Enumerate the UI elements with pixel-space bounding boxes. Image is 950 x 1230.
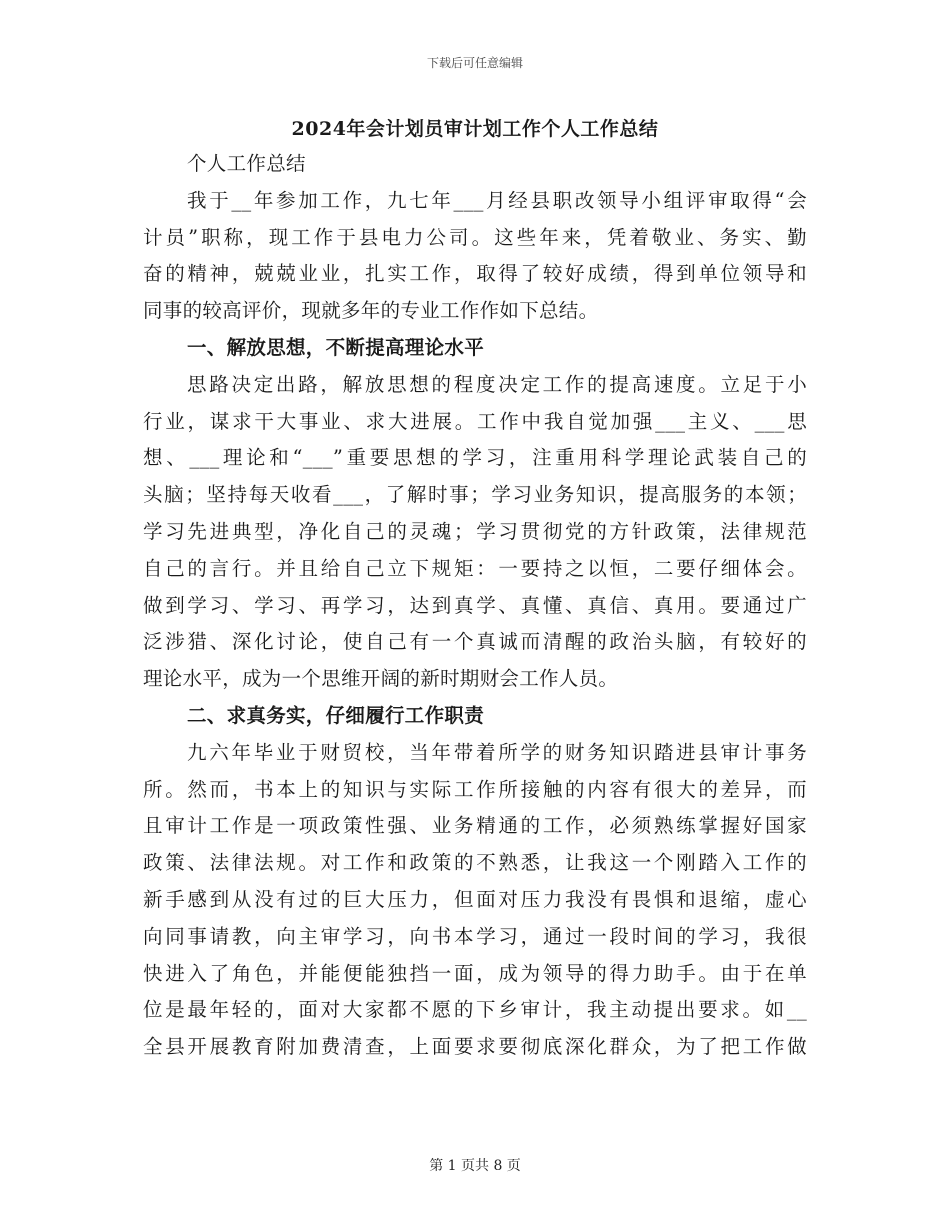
body-line: 全县开展教育附加费清查，上面要求要彻底深化群众，为了把工作做 (143, 1035, 807, 1059)
body-line: 同事的较高评价，现就多年的专业工作作如下总结。 (143, 299, 599, 323)
section-heading: 一、解放思想，不断提高理论水平 (187, 335, 485, 359)
body-line: 且审计工作是一项政策性强、业务精通的工作，必须熟练掌握好国家 (143, 814, 807, 838)
body-line: 九六年毕业于财贸校，当年带着所学的财务知识踏进县审计事务 (187, 740, 807, 764)
body-line: 个人工作总结 (187, 152, 306, 175)
section-heading: 二、求真务实，仔细履行工作职责 (187, 703, 485, 727)
document-title: 2024年会计划员审计划工作个人工作总结 (291, 118, 659, 140)
page-number-footer: 第 1 页共 8 页 (429, 1158, 521, 1174)
body-line: 行业，谋求干大事业、求大进展。工作中我自觉加强___主义、___思 (143, 409, 807, 433)
body-line: 自己的言行。并且给自己立下规矩：一要持之以恒，二要仔细体会。 (143, 556, 807, 580)
body-line: 头脑；坚持每天收看___，了解时事；学习业务知识，提高服务的本领； (143, 483, 807, 507)
body-line: 所。然而，书本上的知识与实际工作所接触的内容有很大的差异，而 (143, 777, 807, 801)
page-header-note: 下载后可任意编辑 (426, 56, 523, 70)
body-line: 政策、法律法规。对工作和政策的不熟悉，让我这一个刚踏入工作的 (143, 851, 807, 875)
body-line: 快进入了角色，并能便能独挡一面，成为领导的得力助手。由于在单 (143, 961, 807, 985)
body-line: 向同事请教，向主审学习，向书本学习，通过一段时间的学习，我很 (143, 924, 807, 948)
body-line: 泛涉猎、深化讨论，使自己有一个真诚而清醒的政治头脑，有较好的 (143, 630, 807, 654)
body-line: 做到学习、学习、再学习，达到真学、真懂、真信、真用。要通过广 (143, 593, 807, 617)
body-line: 计员”职称，现工作于县电力公司。这些年来，凭着敬业、务实、勤 (143, 225, 807, 249)
body-line: 想、___理论和“___”重要思想的学习，注重用科学理论武装自己的 (143, 446, 807, 470)
body-line: 奋的精神，兢兢业业，扎实工作，取得了较好成绩，得到单位领导和 (143, 262, 807, 286)
body-line: 思路决定出路，解放思想的程度决定工作的提高速度。立足于小 (187, 372, 807, 396)
body-line: 新手感到从没有过的巨大压力，但面对压力我没有畏惧和退缩，虚心 (143, 887, 807, 911)
body-line: 我于__年参加工作，九七年___月经县职改领导小组评审取得“会 (187, 188, 807, 212)
body-line: 理论水平，成为一个思维开阔的新时期财会工作人员。 (143, 667, 619, 691)
document-body (143, 146, 807, 1066)
body-line: 位是最年轻的，面对大家都不愿的下乡审计，我主动提出要求。如__ (143, 998, 807, 1022)
body-line: 学习先进典型，净化自己的灵魂；学习贯彻党的方针政策，法律规范 (143, 519, 807, 543)
